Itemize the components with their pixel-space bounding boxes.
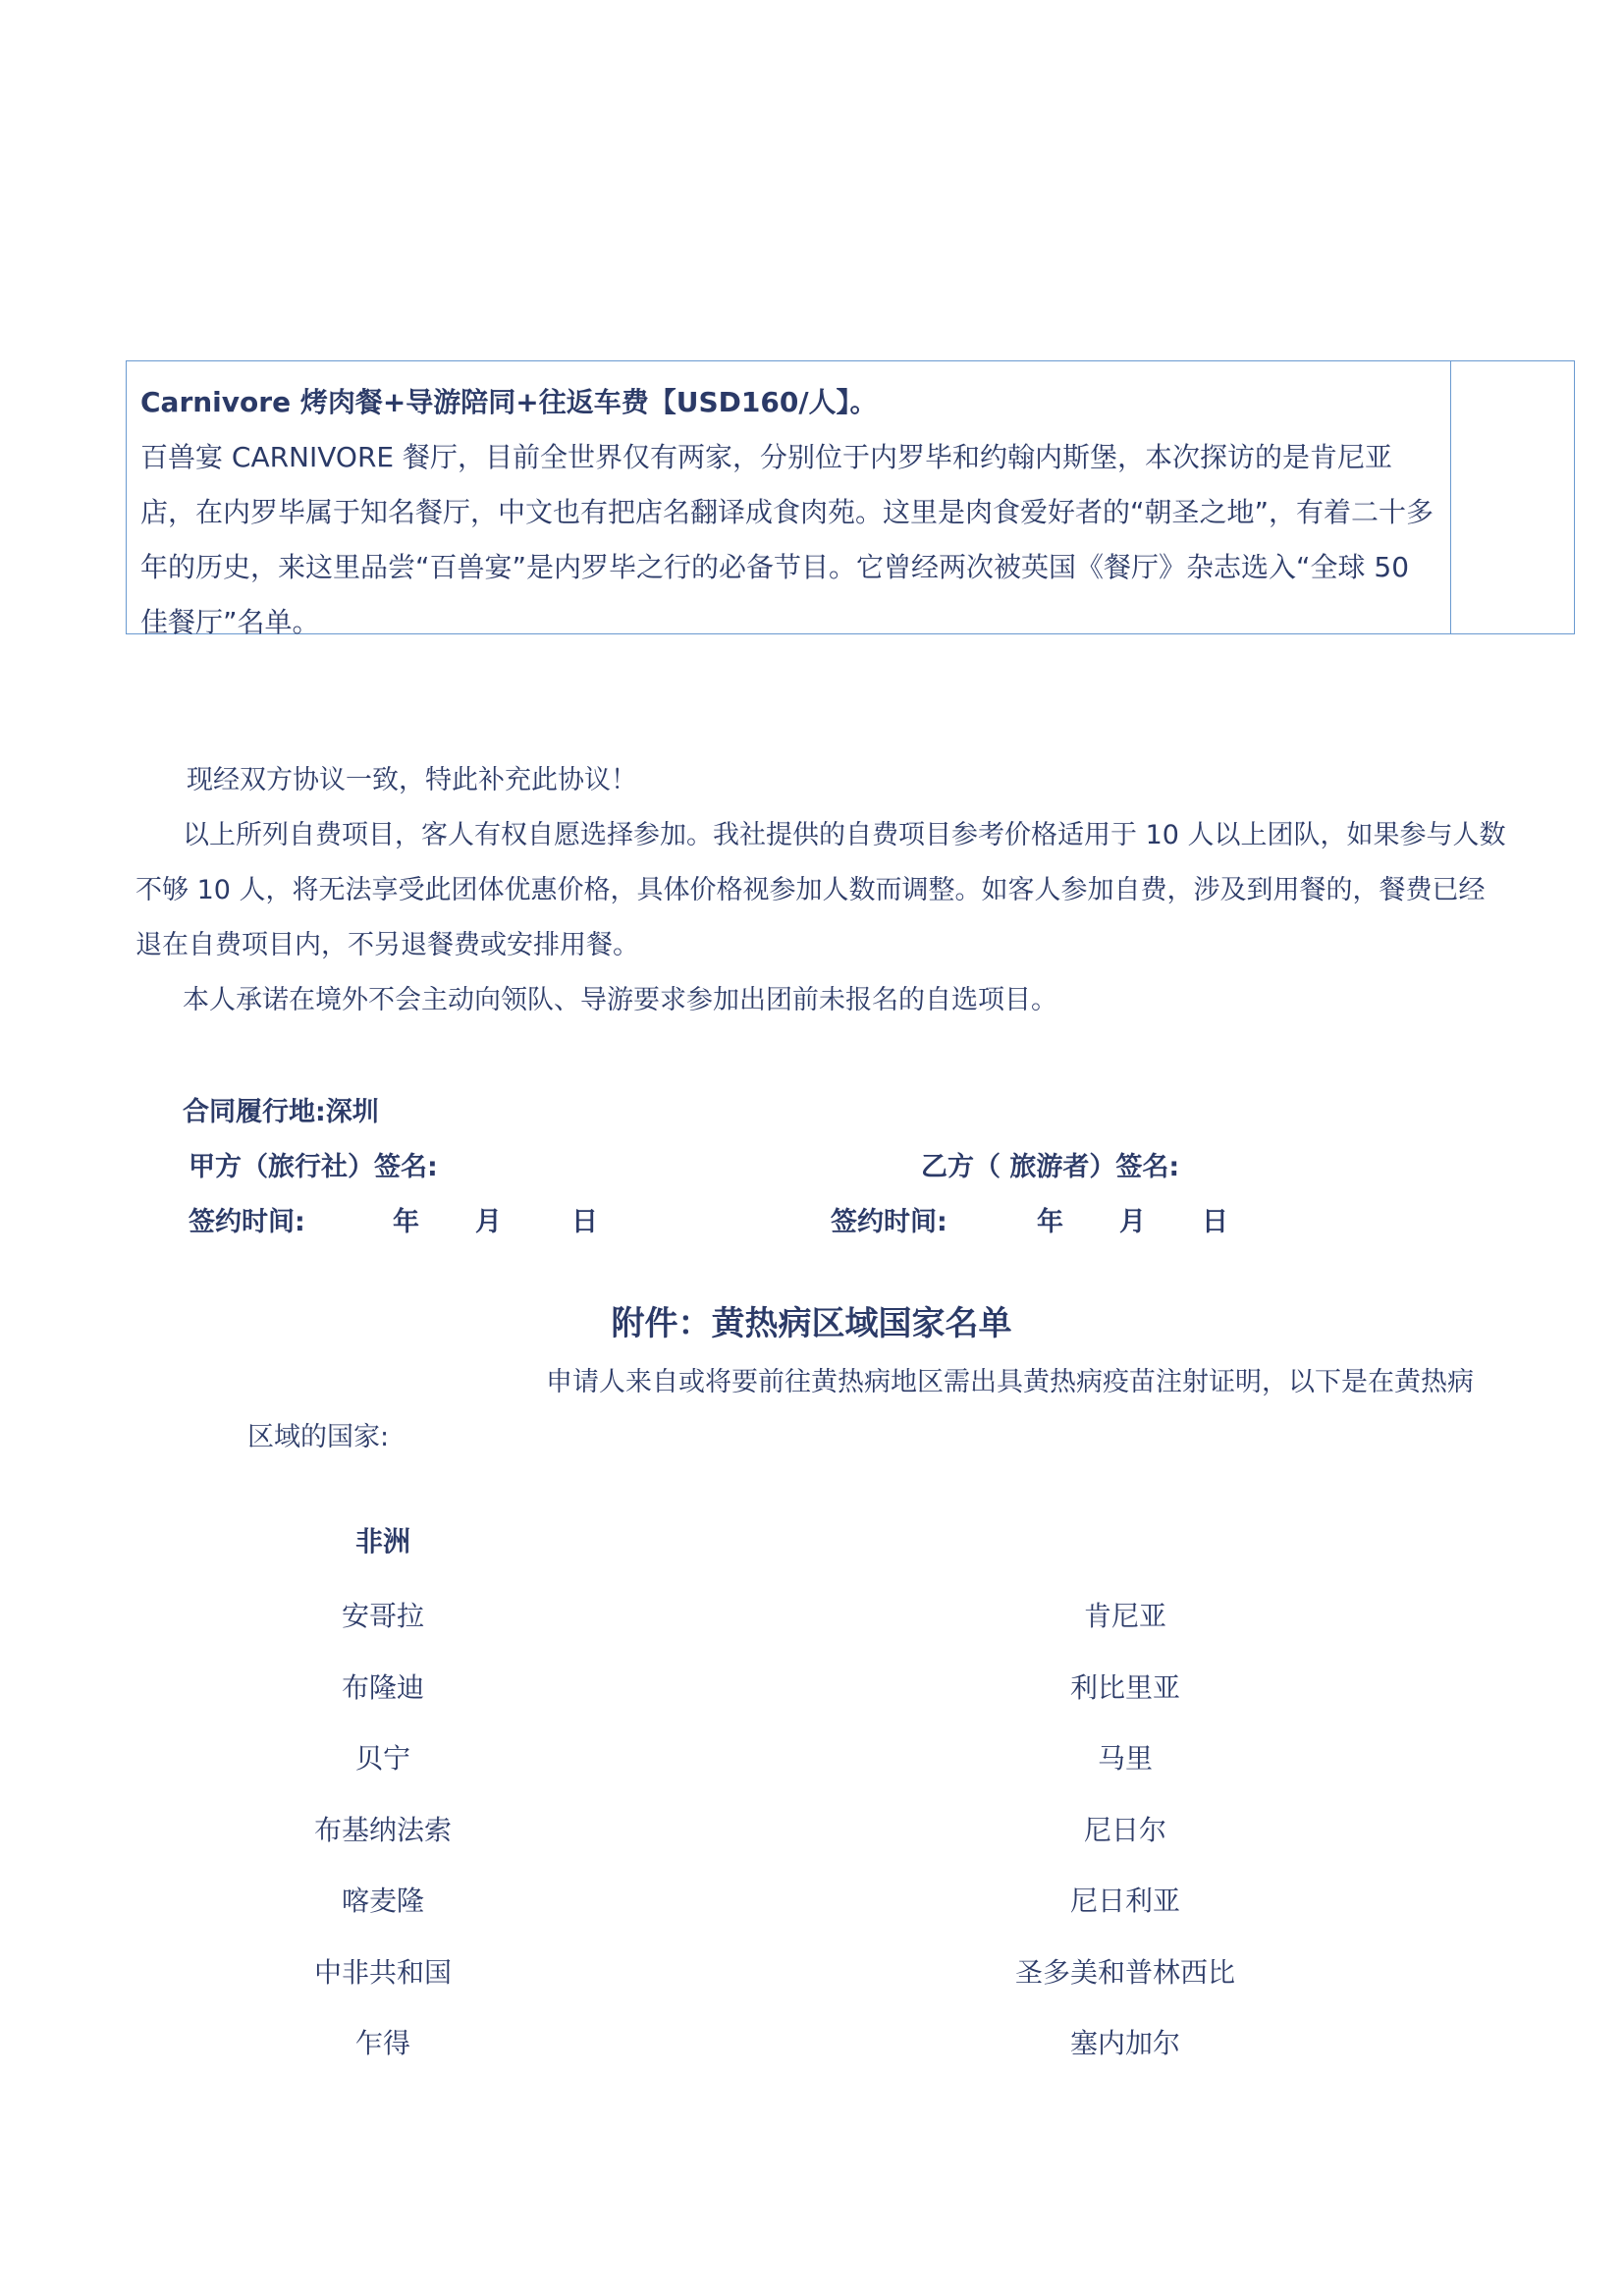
party-a-day: 日 [571, 1207, 598, 1237]
party-a-signature: 甲方（旅行社）签名: [189, 1152, 438, 1182]
country-item: 肯尼亚 [1083, 1600, 1166, 1632]
country-item: 尼日尔 [1083, 1814, 1166, 1846]
region-heading: 非洲 [354, 1525, 410, 1558]
activity-description: 百兽宴 CARNIVORE 餐厅，目前全世界仅有两家，分别位于内罗毕和约翰内斯堡，本次探访的是肯尼亚店，在内罗毕属于知名餐厅，中文也有把店名翻译成食肉苑。这里是肉食爱好者的“朝圣之地”，有着二十多年的历史，来这里品尝“百兽宴”是内罗毕之行的必备节目。它曾经两次被英国《餐厅》杂志选入“全球 50 佳餐厅”名单。 [140, 441, 1434, 638]
country-item: 安哥拉 [341, 1600, 424, 1632]
country-item: 塞内加尔 [1069, 2027, 1180, 2059]
party-a-year: 年 [393, 1207, 419, 1237]
country-item: 圣多美和普林西比 [1014, 1956, 1235, 1989]
appendix-title: 附件：黄热病区域国家名单 [611, 1304, 1012, 1343]
country-item: 尼日利亚 [1069, 1885, 1180, 1917]
country-item: 中非共和国 [313, 1956, 452, 1989]
agreement-line-1: 现经双方协议一致，特此补充此协议！ [187, 765, 637, 795]
table-divider [1450, 361, 1451, 633]
appendix-intro-line-1: 申请人来自或将要前往黄热病地区需出具黄热病疫苗注射证明，以下是在黄热病 [546, 1367, 1474, 1397]
party-b-signature: 乙方（ 旅游者）签名: [921, 1152, 1180, 1182]
agreement-line-3: 本人承诺在境外不会主动向领队、导游要求参加出团前未报名的自选项目。 [183, 985, 1057, 1015]
country-item: 马里 [1097, 1742, 1153, 1775]
country-item: 布隆迪 [341, 1671, 424, 1704]
party-a-month: 月 [475, 1207, 502, 1237]
contract-place: 合同履行地:深圳 [183, 1097, 379, 1127]
country-item: 布基纳法索 [313, 1814, 452, 1846]
country-item: 利比里亚 [1069, 1671, 1180, 1704]
party-b-day: 日 [1202, 1207, 1228, 1237]
agreement-line-2: 以上所列自费项目，客人有权自愿选择参加。我社提供的自费项目参考价格适用于 10 人以上团队，如果参与人数不够 10 人，将无法享受此团体优惠价格，具体价格视参加人数而调整。如客人参加自费，涉及到用餐的，餐费已经退在自费项目内，不另退餐费或安排用餐。 [135, 820, 1506, 960]
activity-cell [140, 375, 1436, 650]
country-item: 贝宁 [354, 1742, 410, 1775]
country-item: 乍得 [354, 2027, 410, 2059]
appendix-intro-line-2: 区域的国家: [247, 1422, 390, 1452]
party-b-month: 月 [1119, 1207, 1146, 1237]
activity-heading: Carnivore 烤肉餐+导游陪同+往返车费【USD160/人】。 [140, 386, 878, 418]
party-b-date-label: 签约时间: [831, 1207, 947, 1237]
country-item: 喀麦隆 [341, 1885, 424, 1917]
party-b-year: 年 [1037, 1207, 1063, 1237]
activity-table [126, 360, 1575, 638]
party-a-date-label: 签约时间: [189, 1207, 305, 1237]
agreement-section [135, 753, 1510, 1028]
